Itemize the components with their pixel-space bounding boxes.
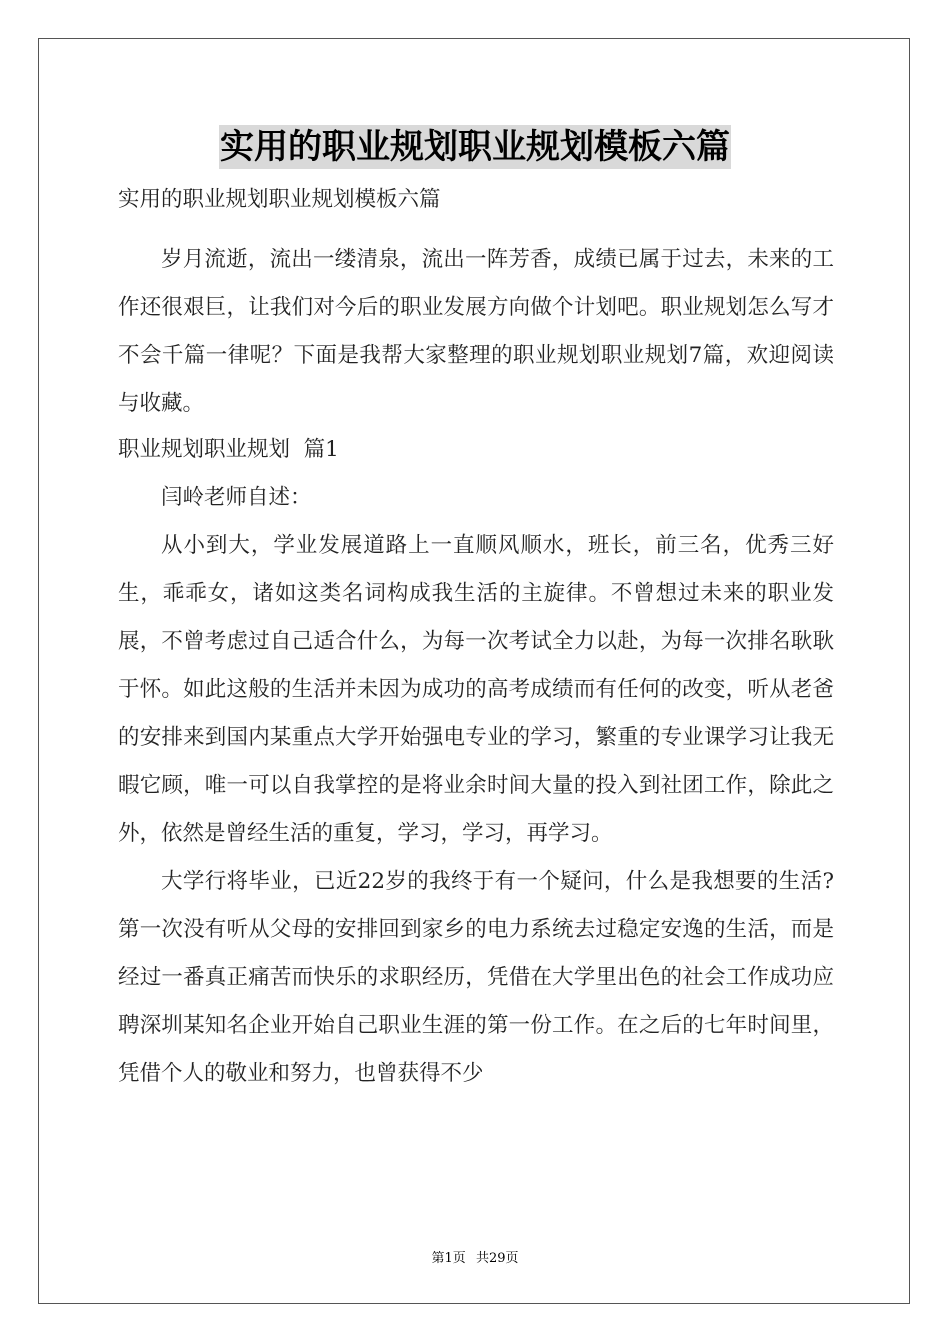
- body-paragraph-1: 从小到大，学业发展道路上一直顺风顺水，班长，前三名，优秀三好生，乖乖女，诸如这类名词构成我生活的主旋律。不曾想过未来的职业发展，不曾考虑过自己适合什么，为每一次考试全力以赴，为每一次排名耿耿于怀。如此这般的生活并未因为成功的高考成绩而有任何的改变，听从老爸的安排来到国内某重点大学开始强电专业的学习，繁重的专业课学习让我无暇它顾，唯一可以自我掌控的是将业余时间大量的投入到社团工作，除此之外，依然是曾经生活的重复，学习，学习，再学习。: [118, 533, 834, 846]
- body-paragraph-2: 大学行将毕业，已近22岁的我终于有一个疑问，什么是我想要的生活?第一次没有听从父母的安排回到家乡的电力系统去过稳定安逸的生活，而是经过一番真正痛苦而快乐的求职经历，凭借在大学里出色的社会工作成功应聘深圳某知名企业开始自己职业生涯的第一份工作。在之后的七年时间里，凭借个人的敬业和努力，也曾获得不少: [118, 869, 834, 1086]
- document-subtitle: 实用的职业规划职业规划模板六篇: [118, 187, 441, 212]
- page-number: 第1页: [431, 1251, 466, 1266]
- page-total: 共29页: [475, 1251, 519, 1266]
- page-footer: [0, 1247, 950, 1266]
- document-body: [118, 180, 834, 1098]
- speaker-line: 闫岭老师自述：: [161, 485, 312, 510]
- intro-paragraph: 岁月流逝，流出一缕清泉，流出一阵芳香，成绩已属于过去，未来的工作还很艰巨，让我们对今后的职业发展方向做个计划吧。职业规划怎么写才不会千篇一律呢？下面是我帮大家整理的职业规划职业规划7篇，欢迎阅读与收藏。: [118, 247, 834, 416]
- document-title: 实用的职业规划职业规划模板六篇: [220, 127, 730, 167]
- section-heading: 职业规划职业规划 篇1: [118, 437, 339, 462]
- title-container: [0, 125, 950, 169]
